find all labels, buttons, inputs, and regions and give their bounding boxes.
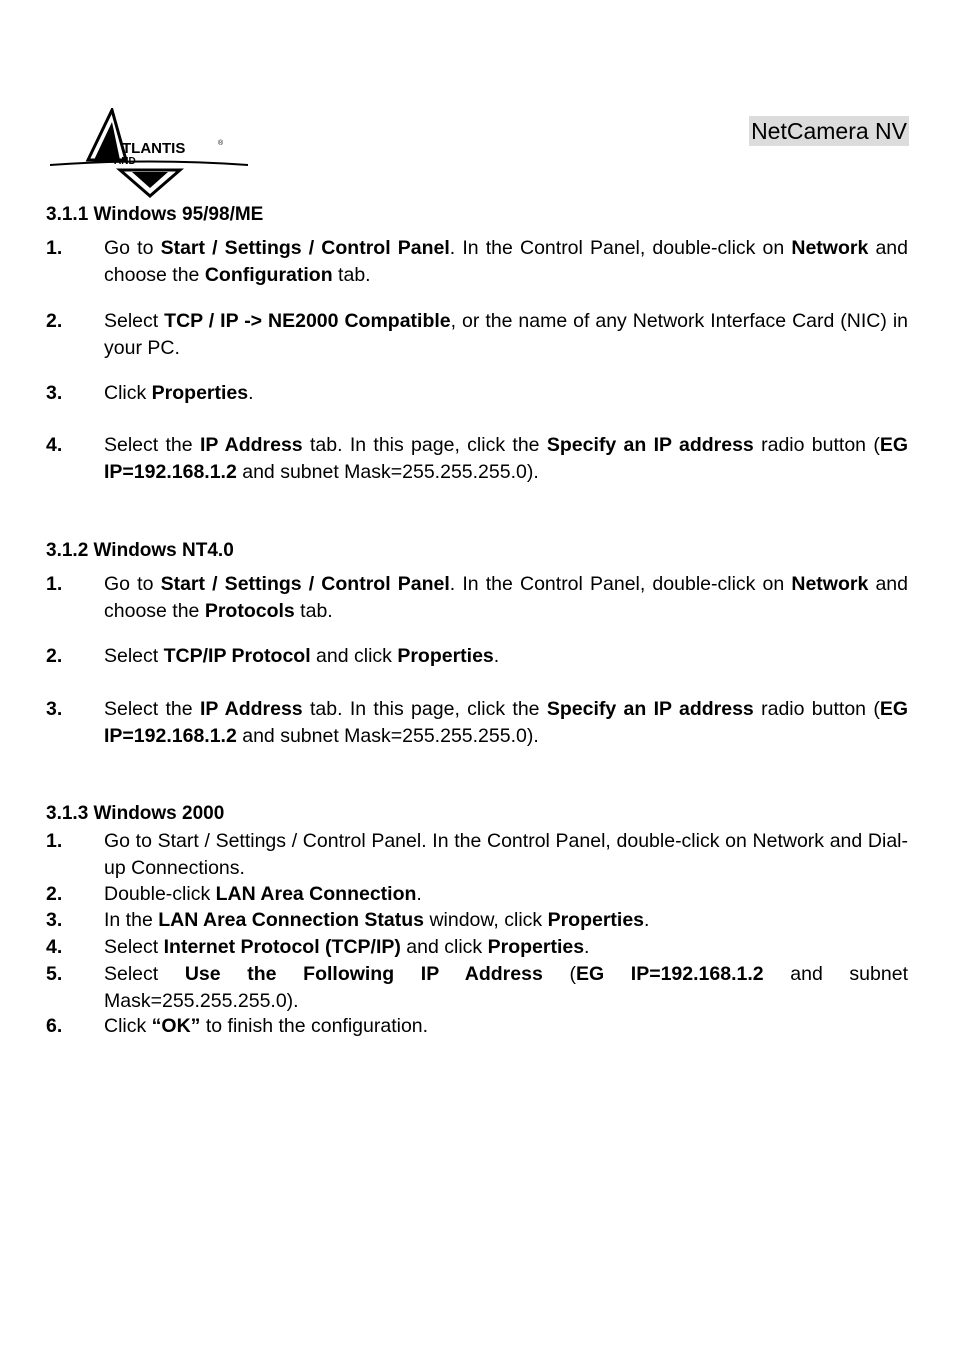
step-text: Double-click LAN Area Connection. [104,883,422,905]
section-title: 3.1.1 Windows 95/98/ME [46,204,264,225]
step-item [46,696,908,749]
step-text: Select the IP Address tab. In this page, click the Specify an IP address radio button (EG IP=192.168.1.2 and subnet Mask=255.255.255.0). [104,698,909,747]
step-number: 3. [46,909,63,931]
step-number: 1. [46,237,63,259]
step-item [46,643,908,670]
step-text: Select Internet Protocol (TCP/IP) and click Properties. [104,936,590,958]
step-number: 1. [46,573,63,595]
step-text: Click Properties. [104,382,254,404]
step-item [46,828,908,881]
step-number: 2. [46,645,63,667]
step-text: Go to Start / Settings / Control Panel. In the Control Panel, double-click on Network and choose the Protocols tab. [104,573,908,622]
step-item [46,907,908,934]
step-text: Select TCP/IP Protocol and click Properties. [104,645,500,667]
step-number: 1. [46,830,63,852]
step-item [46,961,908,1014]
step-item [46,571,908,624]
step-item [46,1013,908,1040]
step-number: 3. [46,698,63,720]
step-text: Select TCP / IP -> NE2000 Compatible, or the name of any Network Interface Card (NIC) in your PC. [104,310,908,359]
step-text: In the LAN Area Connection Status window, click Properties. [104,909,650,931]
step-number: 4. [46,936,63,958]
step-number: 5. [46,963,63,985]
logo-text-atlantis: TLANTIS [122,140,186,157]
step-text: Go to Start / Settings / Control Panel. In the Control Panel, double-click on Network and choose the Configuration tab. [104,237,908,286]
step-number: 6. [46,1015,63,1037]
step-number: 3. [46,382,63,404]
svg-text:®: ® [218,140,224,147]
step-text: Click “OK” to finish the configuration. [104,1015,429,1037]
logo-text-and: AND [114,156,136,167]
product-title: NetCamera NV [751,118,907,144]
step-item [46,308,908,361]
section-title: 3.1.3 Windows 2000 [46,803,225,824]
step-text: Select the IP Address tab. In this page, click the Specify an IP address radio button (EG IP=192.168.1.2 and subnet Mask=255.255.255.0). [104,434,909,483]
step-item [46,881,908,908]
step-item [46,934,908,961]
atlantis-logo [50,108,250,198]
section-title: 3.1.2 Windows NT4.0 [46,540,234,561]
step-item [46,235,908,288]
step-number: 4. [46,434,63,456]
step-text: Go to Start / Settings / Control Panel. In the Control Panel, double-click on Network and Dial-up Connections. [104,830,908,879]
step-item [46,380,908,407]
step-item [46,432,908,485]
step-number: 2. [46,310,63,332]
step-text: Select Use the Following IP Address (EG IP=192.168.1.2 and subnet Mask=255.255.255.0). [104,963,908,1012]
step-number: 2. [46,883,63,905]
